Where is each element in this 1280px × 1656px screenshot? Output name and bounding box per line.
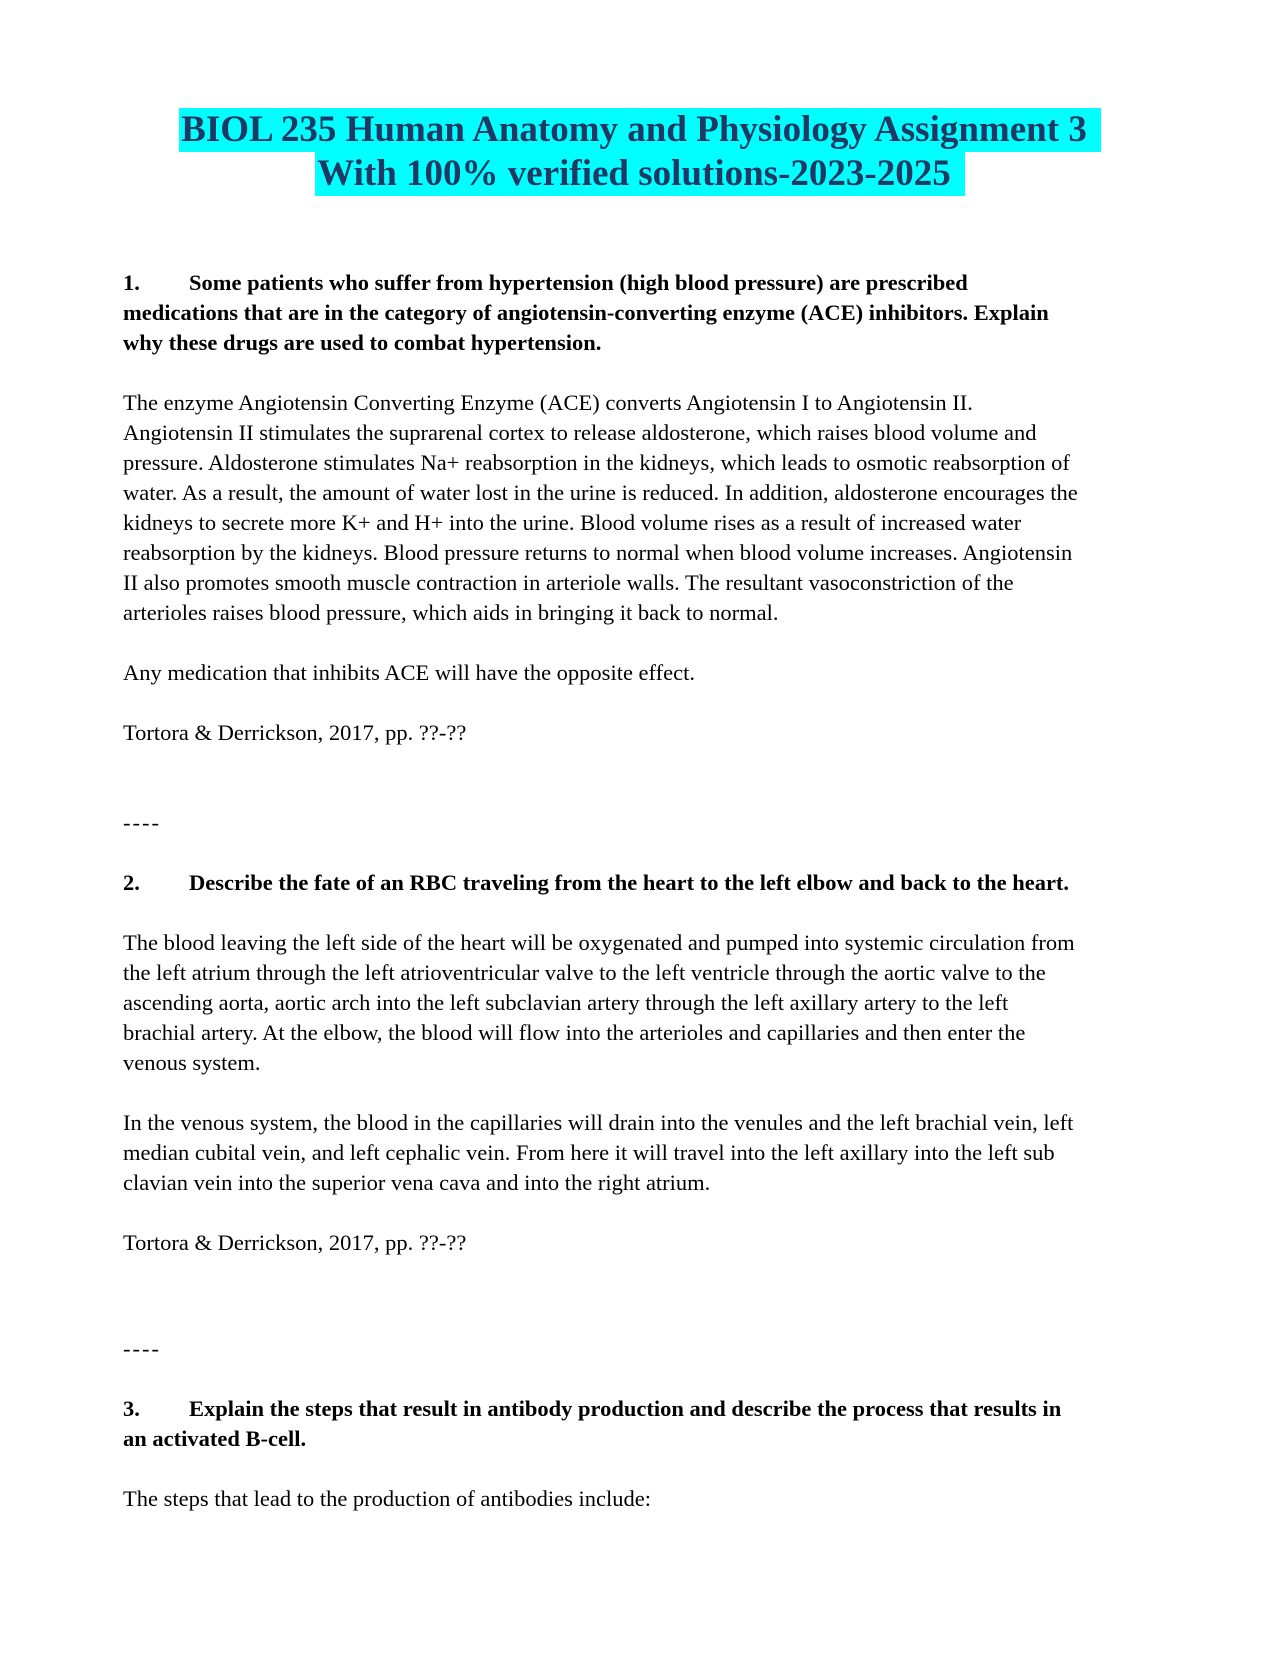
answer-1-paragraph-2: Any medication that inhibits ACE will have the opposite effect. — [123, 660, 695, 685]
answer-2-paragraph-1: The blood leaving the left side of the heart will be oxygenated and pumped into systemic circulation from the left atrium through the left atrioventricular valve to the left ventricle through the aortic valve to the ascending aorta, aortic arch into the left subclavian artery through the left axillary artery to the left brachial artery. At the elbow, the blood will flow into the arterioles and capillaries and then enter the venous system. — [123, 930, 1075, 1075]
document-title — [0, 108, 1280, 196]
separator-2: ---- — [123, 1336, 161, 1361]
question-2 — [123, 868, 1083, 898]
question-1-number: 1. — [123, 270, 140, 295]
title-line-1: BIOL 235 Human Anatomy and Physiology Assignment 3 — [179, 108, 1101, 152]
question-3-text: Explain the steps that result in antibody production and describe the process that results in an activated B-cell. — [123, 1396, 1062, 1451]
title-line-2: With 100% verified solutions-2023-2025 — [315, 152, 964, 196]
answer-2-paragraph-2: In the venous system, the blood in the capillaries will drain into the venules and the left brachial vein, left median cubital vein, and left cephalic vein. From here it will travel into the left axillary into the left sub clavian vein into the superior vena cava and into the right atrium. — [123, 1110, 1074, 1195]
question-2-number: 2. — [123, 870, 140, 895]
separator-1: ---- — [123, 810, 161, 835]
question-3 — [123, 1394, 1083, 1454]
answer-3-paragraph-1: The steps that lead to the production of antibodies include: — [123, 1486, 651, 1511]
answer-1-reference: Tortora & Derrickson, 2017, pp. ??-?? — [123, 720, 467, 745]
question-2-text: Describe the fate of an RBC traveling from the heart to the left elbow and back to the heart. — [189, 870, 1070, 895]
question-1 — [123, 268, 1083, 358]
answer-1-paragraph-1: The enzyme Angiotensin Converting Enzyme (ACE) converts Angiotensin I to Angiotensin II. Angiotensin II stimulates the suprarenal cortex to release aldosterone, which raises blood volume and pressure. Aldosterone stimulates Na+ reabsorption in the kidneys, which leads to osmotic reabsorption of water. As a result, the amount of water lost in the urine is reduced. In addition, aldosterone encourages the kidneys to secrete more K+ and H+ into the urine. Blood volume rises as a result of increased water reabsorption by the kidneys. Blood pressure returns to normal when blood volume increases. Angiotensin II also promotes smooth muscle contraction in arteriole walls. The resultant vasoconstriction of the arterioles raises blood pressure, which aids in bringing it back to normal. — [123, 390, 1078, 625]
document-body — [123, 268, 1083, 1514]
answer-2-reference: Tortora & Derrickson, 2017, pp. ??-?? — [123, 1230, 467, 1255]
question-1-text: Some patients who suffer from hypertension (high blood pressure) are prescribed medications that are in the category of angiotensin-converting enzyme (ACE) inhibitors. Explain why these drugs are used to combat hypertension. — [123, 270, 1049, 355]
question-3-number: 3. — [123, 1396, 140, 1421]
